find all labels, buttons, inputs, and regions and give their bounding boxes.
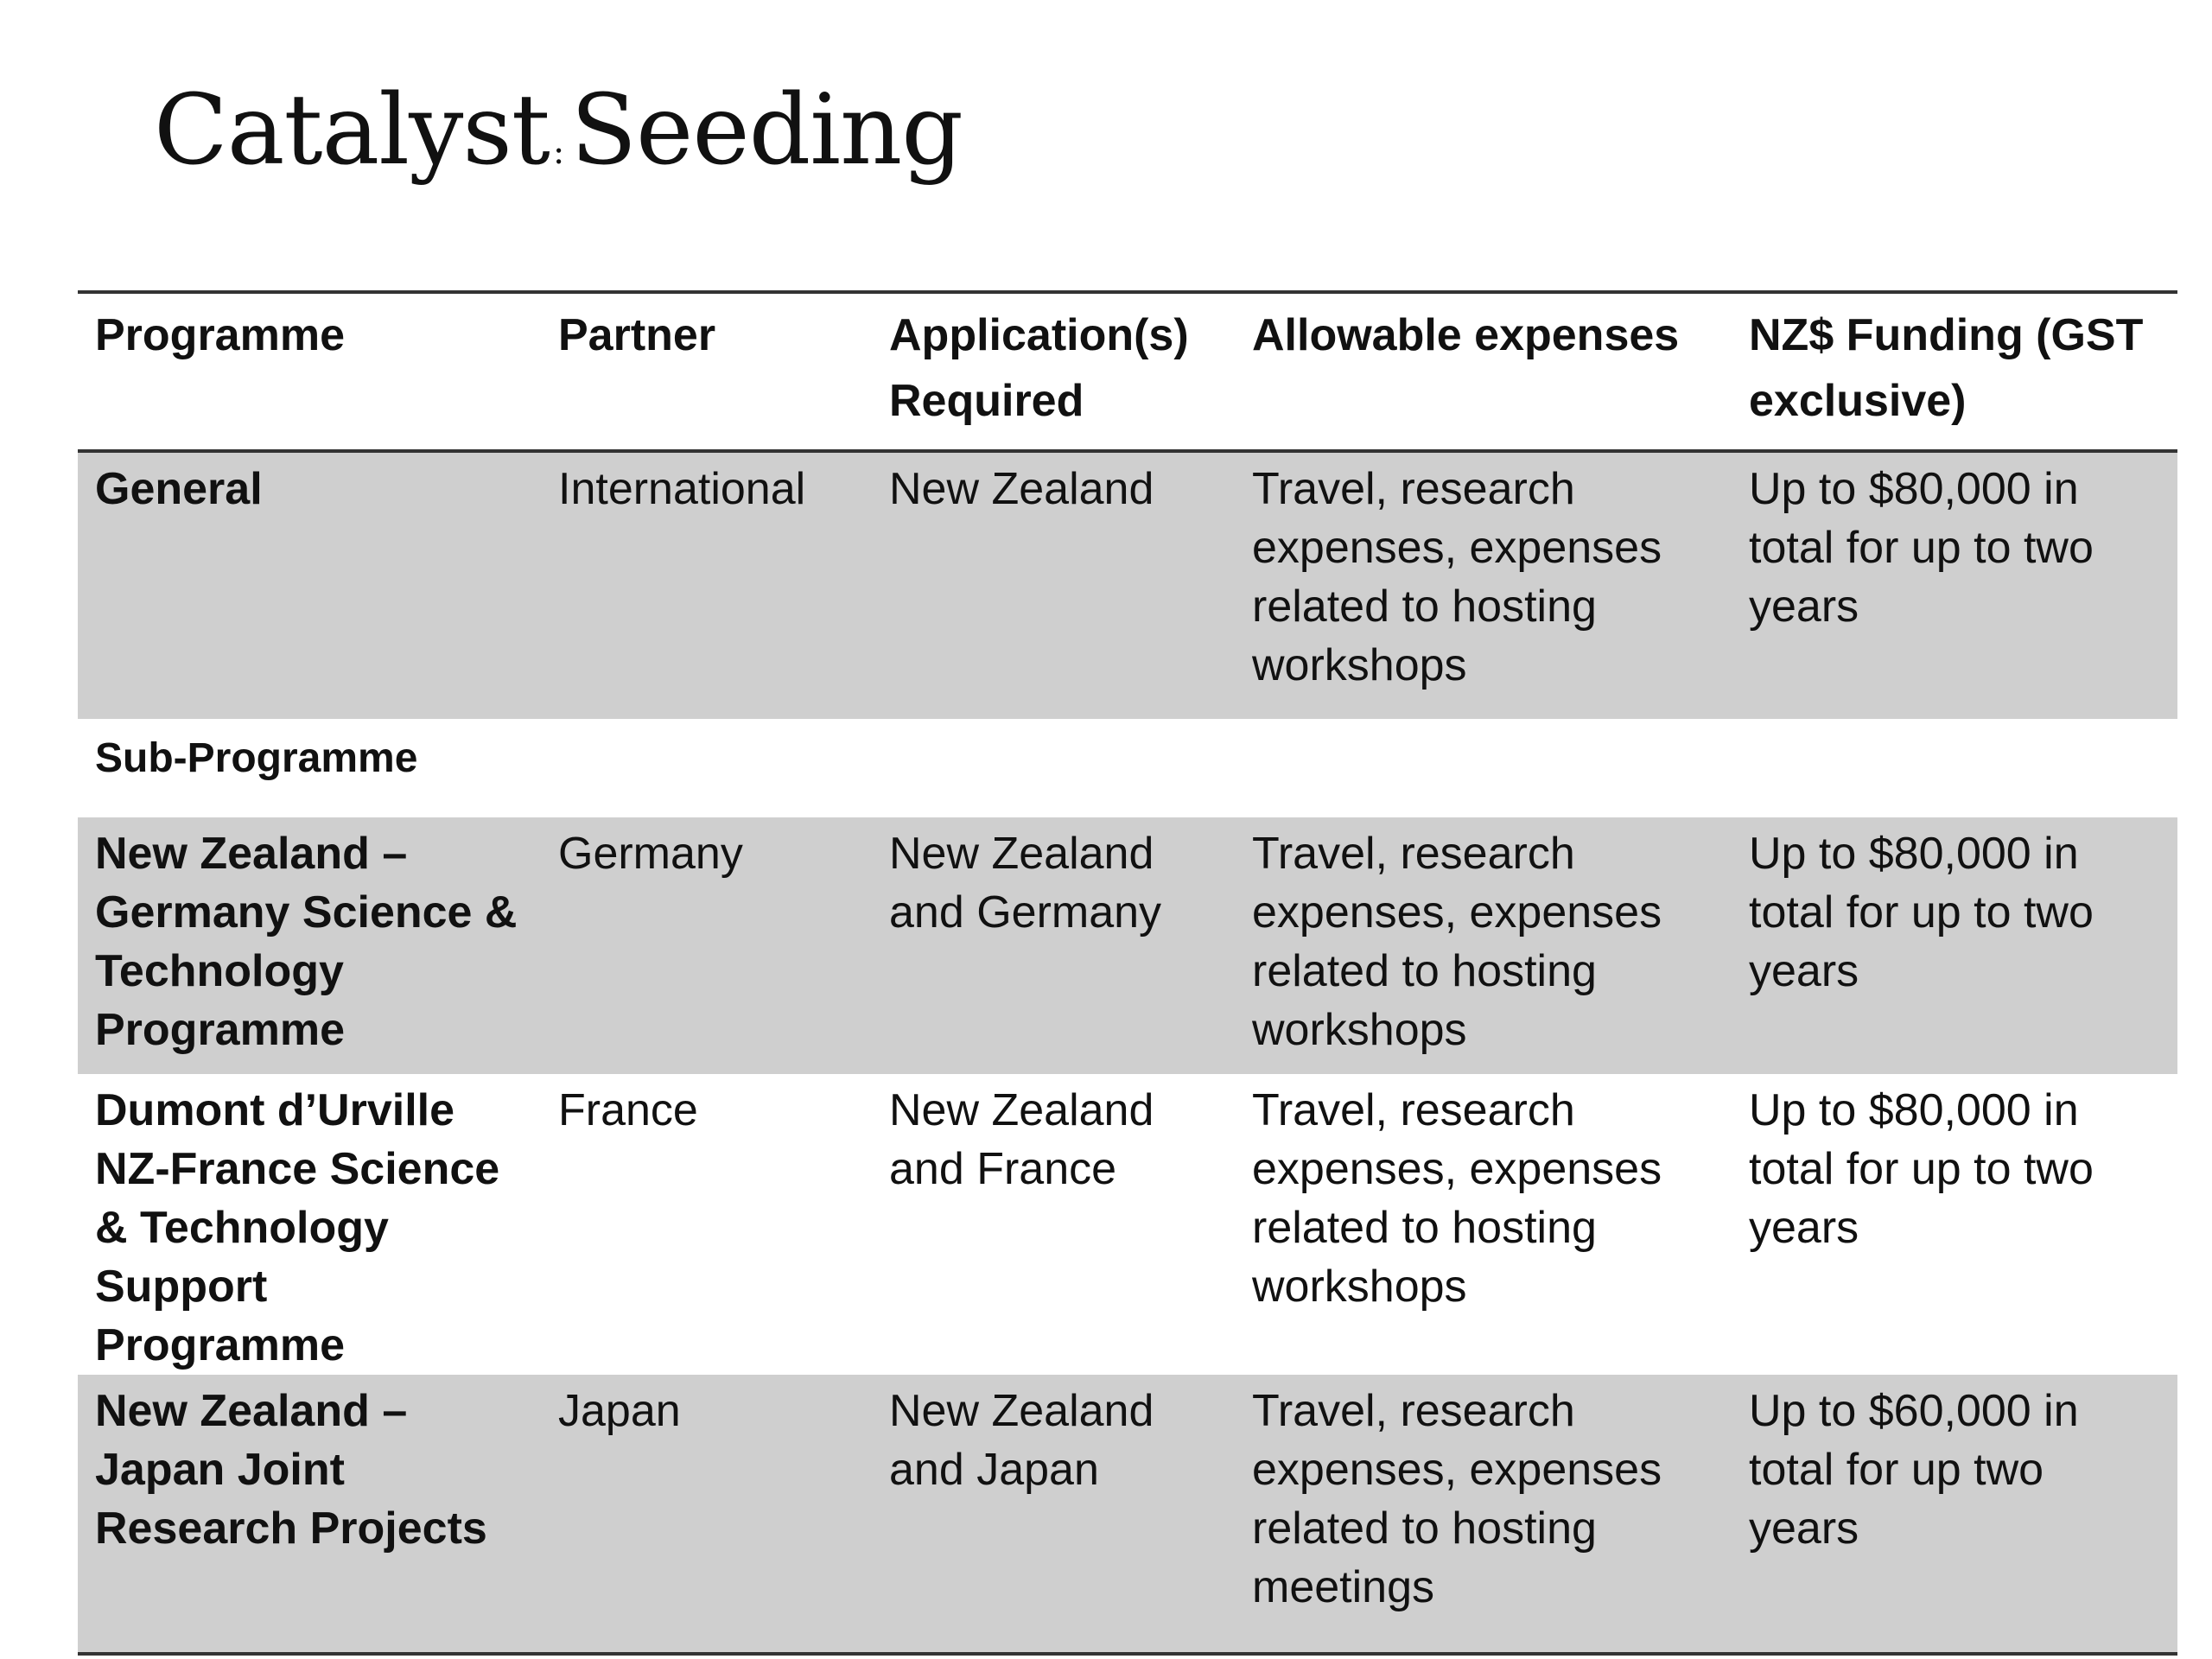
- cell-programme: New Zealand – Japan Joint Research Projects: [78, 1375, 541, 1654]
- cell-expenses: Travel, research expenses, expenses related to hosting workshops: [1235, 817, 1732, 1074]
- cell-funding: Up to $80,000 in total for up to two years: [1732, 451, 2177, 719]
- sub-programme-label: Sub-Programme: [95, 735, 418, 781]
- table-row-general: [78, 451, 2177, 719]
- table-row-germany: [78, 817, 2177, 1074]
- cell-partner: Japan: [541, 1375, 872, 1654]
- cell-programme: New Zealand – Germany Science & Technology Programme: [78, 817, 541, 1074]
- table-row-sub-programme: [78, 719, 2177, 817]
- table-row-france: [78, 1074, 2177, 1375]
- header-funding: NZ$ Funding (GST exclusive): [1749, 310, 2144, 426]
- table-header: [78, 292, 2177, 451]
- cell-funding: Up to $60,000 in total for up two years: [1732, 1375, 2177, 1654]
- title-separator: :: [552, 132, 564, 172]
- cell-expenses: Travel, research expenses, expenses related to hosting workshops: [1235, 451, 1732, 719]
- cell-funding: Up to $80,000 in total for up to two years: [1749, 1085, 2094, 1253]
- cell-applications: New Zealand: [872, 451, 1235, 719]
- cell-partner: Germany: [541, 817, 872, 1074]
- title-part-seeding: Seeding: [570, 74, 963, 187]
- cell-applications: New Zealand and France: [889, 1085, 1154, 1194]
- cell-partner: France: [558, 1085, 698, 1135]
- funding-table: [78, 290, 2177, 1656]
- cell-funding: Up to $80,000 in total for up to two years: [1732, 817, 2177, 1074]
- cell-applications: New Zealand and Japan: [872, 1375, 1235, 1654]
- cell-expenses: Travel, research expenses, expenses related to hosting workshops: [1252, 1085, 1662, 1312]
- header-applications: Application(s) Required: [889, 310, 1189, 426]
- page-title: [154, 74, 963, 187]
- cell-programme: General: [78, 451, 541, 719]
- title-part-catalyst: Catalyst: [154, 74, 550, 187]
- header-expenses: Allowable expenses: [1252, 310, 1680, 360]
- cell-expenses: Travel, research expenses, expenses related to hosting meetings: [1235, 1375, 1732, 1654]
- header-row: [78, 292, 2177, 451]
- table-row-japan: [78, 1375, 2177, 1654]
- funding-table-container: [78, 290, 2177, 1656]
- table-body: [78, 451, 2177, 1654]
- cell-partner: International: [541, 451, 872, 719]
- header-programme: Programme: [95, 310, 345, 360]
- header-partner: Partner: [558, 310, 716, 360]
- cell-applications: New Zealand and Germany: [872, 817, 1235, 1074]
- cell-programme: Dumont d’Urville NZ-France Science & Technology Support Programme: [95, 1085, 500, 1370]
